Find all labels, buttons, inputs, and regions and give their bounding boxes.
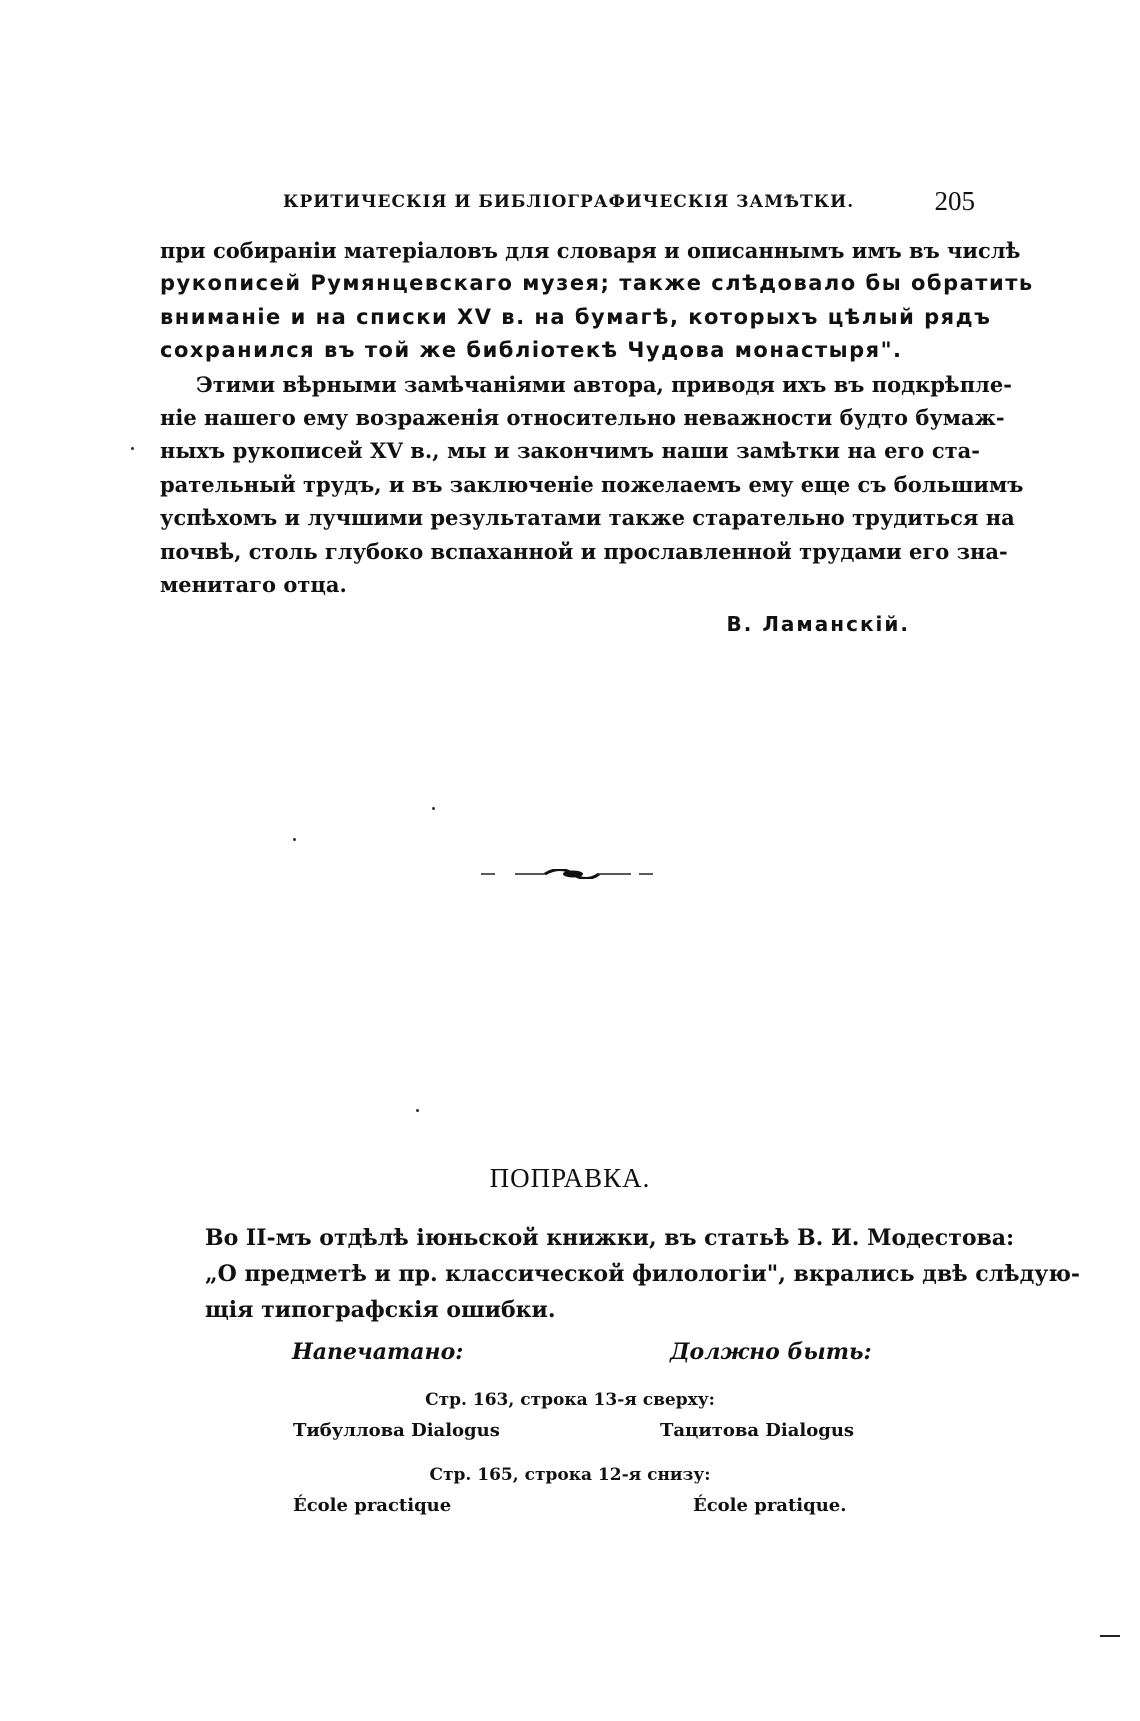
text-line: менитаго отца. — [160, 571, 347, 597]
text-line: рукописей Румянцевскаго музея; также слѣдовало бы обратить — [160, 271, 1034, 296]
text-line: вниманіе и на списки XV в. на бумагѣ, которыхъ цѣлый рядъ — [160, 304, 992, 329]
text-line: ніе нашего ему возраженія относительно неважности будто бумаж- — [160, 404, 1005, 430]
text-line: щія типографскія ошибки. — [205, 1297, 556, 1323]
printed-column-heading: Напечатано: — [292, 1339, 464, 1365]
page-header — [163, 186, 975, 224]
erratum-correct: École pratique. — [693, 1495, 847, 1516]
erratum-reference: Стр. 165, строка 12-я снизу: — [429, 1465, 711, 1485]
erratum-printed: Тибуллова Dialogus — [293, 1420, 500, 1441]
section-divider-ornament — [481, 869, 653, 879]
text-line: рательный трудъ, и въ заключеніе пожелаемъ ему еще съ большимъ — [160, 471, 1024, 497]
text-line: при собираніи матеріаловъ для словаря и описаннымъ имъ въ числѣ — [160, 238, 1021, 263]
text-line: успѣхомъ и лучшими результатами также старательно трудиться на — [160, 505, 1015, 531]
print-speck — [131, 447, 134, 450]
print-speck — [293, 838, 296, 841]
erratum-reference: Стр. 163, строка 13-я сверху: — [425, 1390, 715, 1410]
author-signature: В. Ламанскій. — [726, 612, 910, 636]
text-line: сохранился въ той же библіотекѣ Чудова монастыря". — [160, 338, 903, 363]
correction-heading: ПОПРАВКА. — [489, 1163, 651, 1193]
text-line: „О предметѣ и пр. классической филологіи", вкрались двѣ слѣдую- — [205, 1261, 1081, 1287]
page-number: 205 — [934, 186, 975, 216]
article-ending — [160, 234, 1034, 601]
erratum-correct: Тацитова Dialogus — [660, 1420, 855, 1441]
scan-edge-mark — [1100, 1635, 1120, 1637]
print-speck — [416, 1109, 419, 1112]
correction-notice — [205, 1220, 1081, 1328]
text-line: Во II-мъ отдѣлѣ іюньской книжки, въ статьѣ В. И. Модестова: — [205, 1225, 1015, 1251]
running-title: КРИТИЧЕСКІЯ И БИБЛІОГРАФИЧЕСКІЯ ЗАМѢТКИ. — [283, 192, 855, 212]
text-line: почвѣ, столь глубоко вспаханной и прославленной трудами его зна- — [160, 538, 1008, 564]
text-line: ныхъ рукописей XV в., мы и закончимъ наши замѣтки на его ста- — [160, 438, 980, 464]
erratum-printed: École practique — [293, 1495, 452, 1516]
print-speck — [432, 807, 435, 810]
text-line: Этими вѣрными замѣчаніями автора, приводя ихъ въ подкрѣпле- — [196, 371, 1012, 397]
should-be-column-heading: Должно быть: — [670, 1339, 872, 1365]
